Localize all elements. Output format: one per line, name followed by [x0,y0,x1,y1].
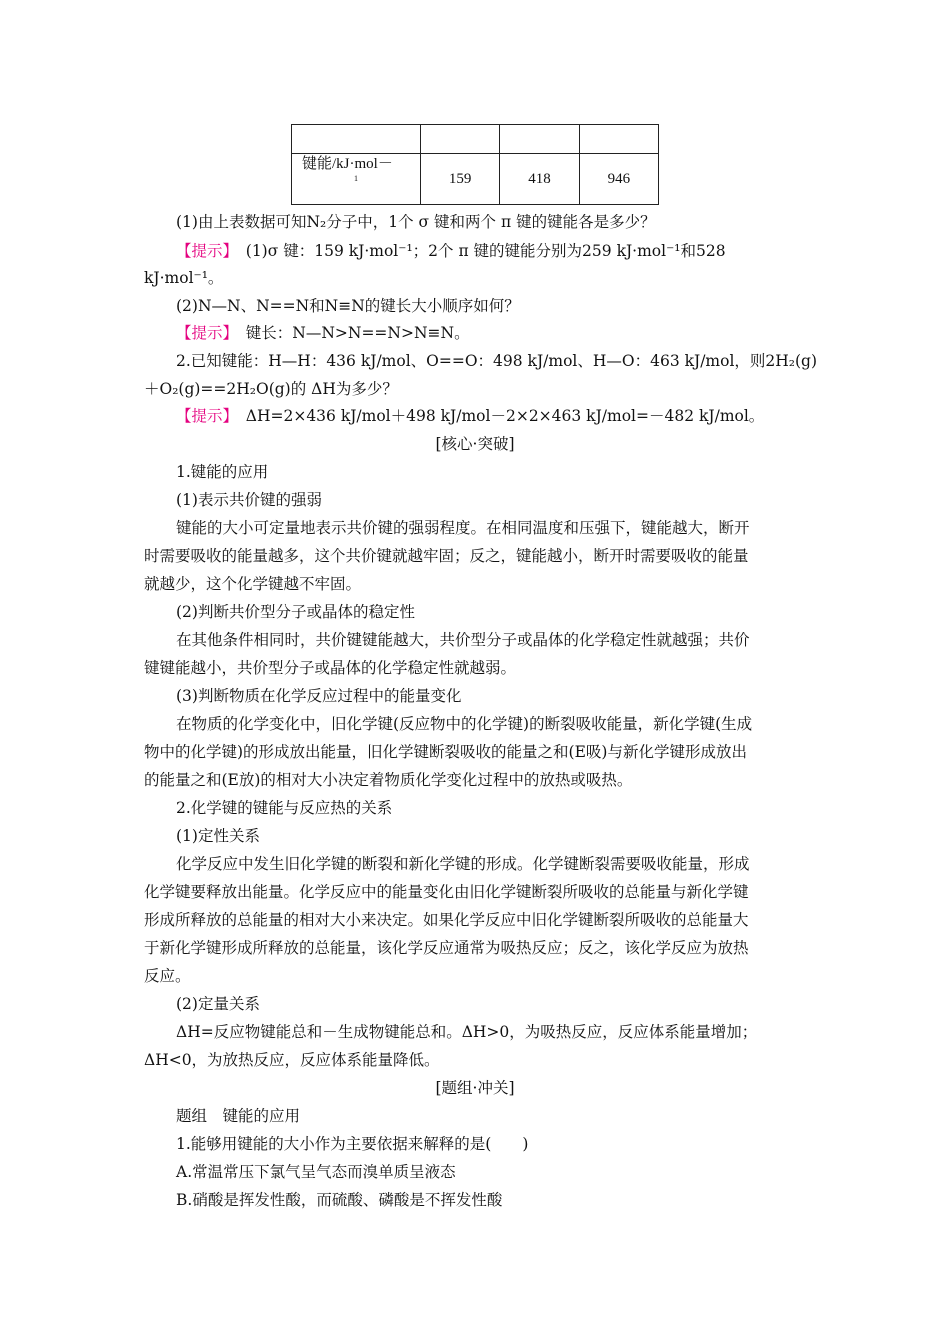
paragraph-line: 在物质的化学变化中，旧化学键(反应物中的化学键)的断裂吸收能量，新化学键(生成 [176,715,753,733]
bond-energy-table [291,124,659,205]
question-line: (2)N—N、N==N和N≡N的键长大小顺序如何？ [176,297,520,315]
row-label-text: 键能/kJ·mol－ [302,156,393,172]
section-heading-core: [核心·突破] [435,435,515,453]
paragraph-line: 形成所释放的总能量的相对大小来决定。如果化学反应中旧化学键断裂所吸收的总能量大 [144,911,749,929]
paragraph-line: ΔH=反应物键能总和－生成物键能总和。ΔH>0，为吸热反应，反应体系能量增加； [176,1023,758,1041]
paragraph-line: 化学键要释放出能量。化学反应中的能量变化由旧化学键断裂所吸收的总能量与新化学键 [144,883,749,901]
paragraph-line: ΔH<0，为放热反应，反应体系能量降低。 [144,1051,440,1069]
paragraph-line: (3)判断物质在化学反应过程中的能量变化 [176,687,462,705]
hint-label: 【提示】 [176,407,231,425]
hint-line [176,241,816,263]
table-row [292,154,659,205]
hint-label: 【提示】 [176,324,231,342]
table-cell [292,125,421,154]
paragraph-line: 键键能越小，共价型分子或晶体的化学稳定性就越弱。 [144,659,517,677]
paragraph-line: 于新化学键形成所释放的总能量，该化学反应通常为吸热反应；反之，该化学反应为放热 [144,939,749,957]
paragraph-line: 化学反应中发生旧化学键的断裂和新化学键的形成。化学键断裂需要吸收能量，形成 [176,855,750,873]
question-line: 2.已知键能：H—H：436 kJ/mol、O==O：498 kJ/mol、H—O：463 kJ/mol，则2H₂(g) [176,352,818,370]
paragraph-line: (1)定性关系 [176,827,260,845]
row-label-exponent: 1 [354,174,358,183]
table-cell-value: 418 [500,154,579,205]
paragraph-line: 的能量之和(E放)的相对大小决定着物质化学变化过程中的放热或吸热。 [144,771,633,789]
hint-text: 键长：N—N>N==N>N≡N。 [230,324,470,342]
paragraph-line: 键能的大小可定量地表示共价键的强弱程度。在相同温度和压强下，键能越大，断开 [176,519,750,537]
paragraph-line: 时需要吸收的能量越多，这个共价键就越牢固；反之，键能越小，断开时需要吸收的能量 [144,547,749,565]
section-heading-practice: [题组·冲关] [435,1079,515,1097]
table-cell [421,125,500,154]
table-cell-value: 946 [579,154,658,205]
option-a: A.常温常压下氯气呈气态而溴单质呈液态 [176,1163,456,1181]
question-line: 1.能够用键能的大小作为主要依据来解释的是( ) [176,1135,529,1153]
paragraph-line: 题组 键能的应用 [176,1107,301,1125]
table-cell-value: 159 [421,154,500,205]
table-cell [500,125,579,154]
paragraph-line: 反应。 [144,967,191,985]
paragraph-line: 物中的化学键)的形成放出能量，旧化学键断裂吸收的能量之和(E吸)与新化学键形成放出 [144,743,747,761]
paragraph-line: 在其他条件相同时，共价键键能越大，共价型分子或晶体的化学稳定性就越强；共价 [176,631,750,649]
paragraph-line: 就越少，这个化学键越不牢固。 [144,575,362,593]
row-label-bond-energy [292,154,421,205]
hint-text: ΔH=2×436 kJ/mol＋498 kJ/mol－2×2×463 kJ/mol=－482 kJ/mol。 [230,407,765,425]
hint-label: 【提示】 [176,242,231,260]
hint-line [176,323,816,345]
paragraph-line: (2)判断共价型分子或晶体的稳定性 [176,603,415,621]
hint-line [176,406,816,428]
question-line-cont: ＋O₂(g)==2H₂O(g)的 ΔH为多少？ [144,380,398,398]
table-header-row [292,125,659,154]
option-b: B.硝酸是挥发性酸，而硫酸、磷酸是不挥发性酸 [176,1191,503,1209]
hint-text: (1)σ 键：159 kJ·mol⁻¹；2个 π 键的键能分别为259 kJ·mol⁻¹和528 [230,242,726,260]
paragraph-line: 1.键能的应用 [176,463,269,481]
hint-line-cont: kJ·mol⁻¹。 [144,269,224,287]
table-cell [579,125,658,154]
paragraph-line: 2.化学键的键能与反应热的关系 [176,799,393,817]
question-line: (1)由上表数据可知N₂分子中，1个 σ 键和两个 π 键的键能各是多少？ [176,213,656,231]
paragraph-line: (1)表示共价键的强弱 [176,491,322,509]
paragraph-line: (2)定量关系 [176,995,260,1013]
